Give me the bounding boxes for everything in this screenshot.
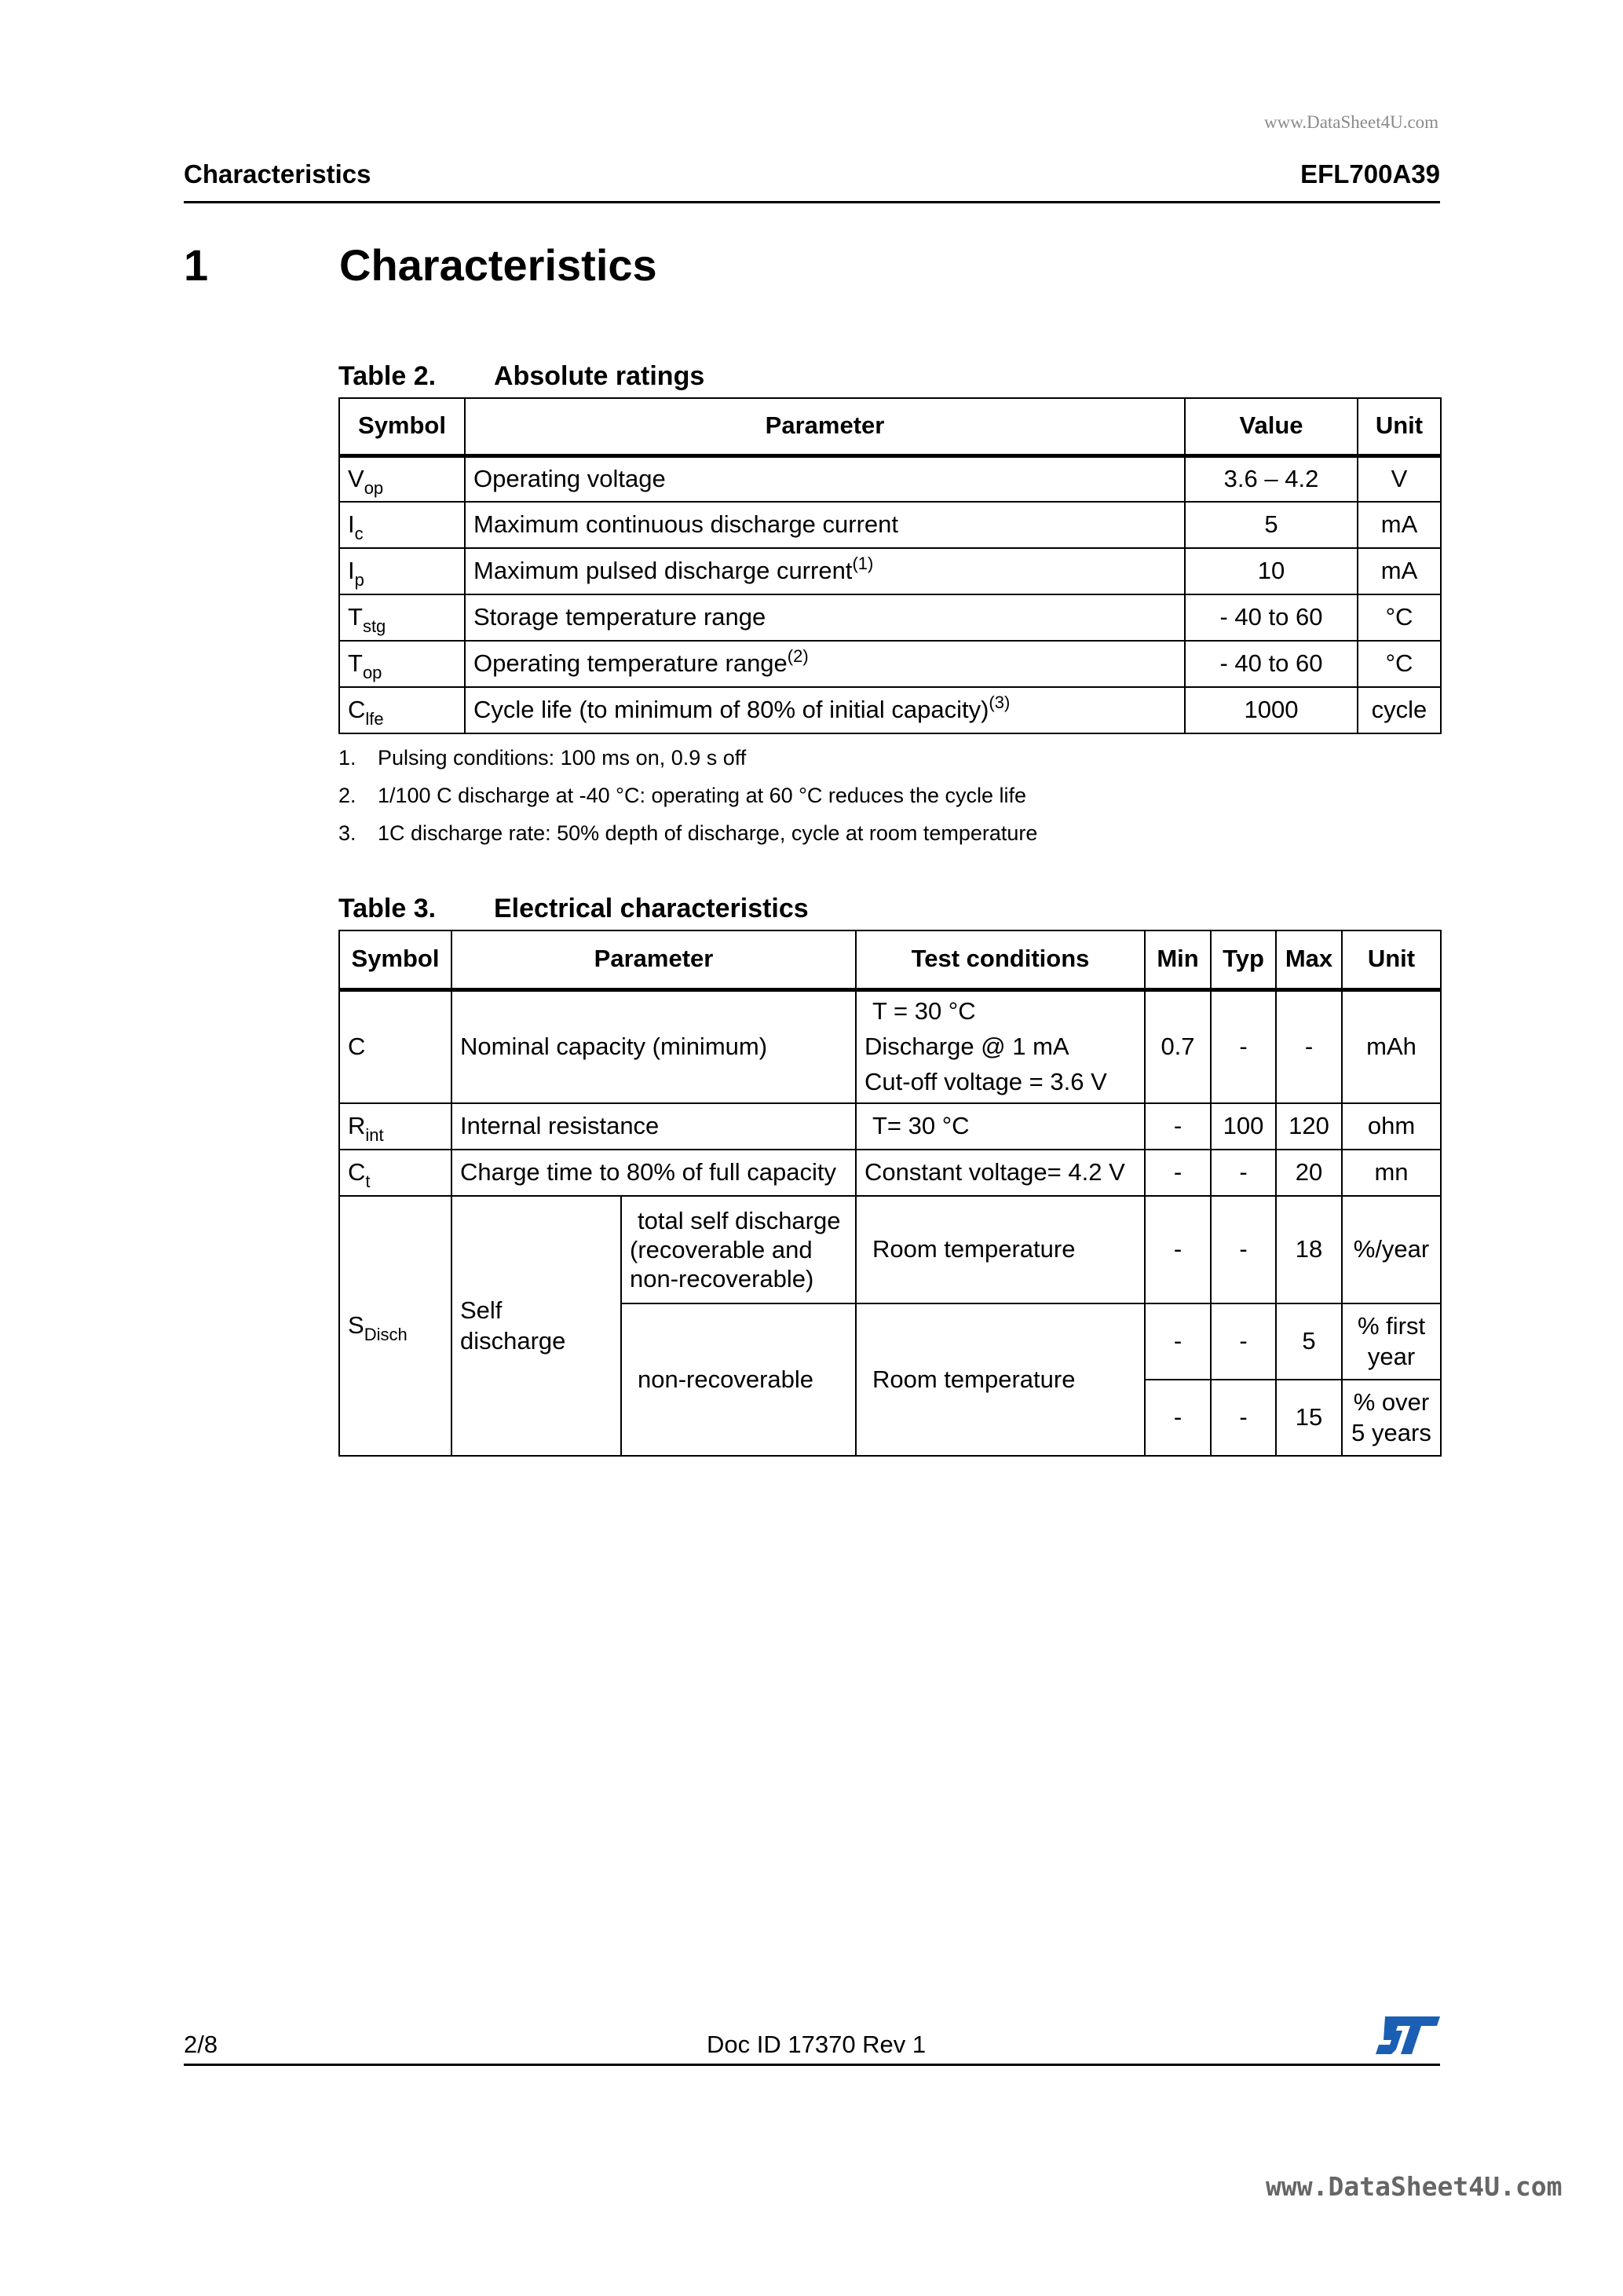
table2-col-symbol: Symbol xyxy=(339,398,465,455)
electrical-characteristics-table xyxy=(338,930,1442,1457)
cell-symbol: $T_{op}$ xyxy=(339,641,465,687)
table3-col-typ: Typ xyxy=(1211,930,1276,989)
cell-parameter: Charge time to 80% of full capacity xyxy=(451,1150,856,1196)
cell-typ: - xyxy=(1211,1303,1276,1380)
cell-max: 120 xyxy=(1276,1103,1342,1150)
header-rule xyxy=(184,201,1440,203)
table2-title: Absolute ratings xyxy=(494,361,705,391)
cell-parameter: Internal resistance xyxy=(451,1103,856,1150)
cell-max: 15 xyxy=(1276,1380,1342,1456)
cell-parameter: Maximum pulsed discharge current$^{(1)}$ xyxy=(465,548,1185,594)
section-title: Characteristics xyxy=(339,240,657,290)
cell-subparameter-total: total self discharge (recoverable and non-recoverable) xyxy=(621,1196,856,1303)
table2-label: Table 2. xyxy=(338,361,437,391)
cell-min: 0.7 xyxy=(1145,989,1211,1103)
cell-max: 5 xyxy=(1276,1303,1342,1380)
cell-max: 18 xyxy=(1276,1196,1342,1303)
table-row xyxy=(339,1103,1441,1150)
cell-symbol: $I_p$ xyxy=(339,548,465,594)
cell-typ: - xyxy=(1211,1380,1276,1456)
cell-min: - xyxy=(1145,1150,1211,1196)
table-row xyxy=(339,1150,1441,1196)
table3-col-min: Min xyxy=(1145,930,1211,989)
table-row xyxy=(339,548,1441,594)
cell-value: 10 xyxy=(1185,548,1358,594)
cell-test-conditions xyxy=(856,989,1145,1103)
watermark-bottom: www.DataSheet4U.com xyxy=(1266,2171,1563,2202)
table-row xyxy=(339,989,1441,1103)
table3-caption xyxy=(338,894,809,924)
cell-unit: % over 5 years xyxy=(1342,1380,1441,1456)
table-row xyxy=(339,1196,1441,1303)
cell-test-conditions: Room temperature xyxy=(856,1303,1145,1456)
condition-cutoff: Cut-off voltage = 3.6 V xyxy=(865,1067,1107,1095)
cell-symbol: $C_t$ xyxy=(339,1150,451,1196)
cell-typ: - xyxy=(1211,1150,1276,1196)
st-logo-icon xyxy=(1374,2015,1442,2056)
cell-test-conditions: Room temperature xyxy=(856,1196,1145,1303)
cell-symbol: $C_{lfe}$ xyxy=(339,687,465,733)
watermark-top: www.DataSheet4U.com xyxy=(1264,112,1439,132)
cell-max: - xyxy=(1276,989,1342,1103)
cell-max: 20 xyxy=(1276,1150,1342,1196)
cell-min: - xyxy=(1145,1380,1211,1456)
cell-unit: cycle xyxy=(1358,687,1441,733)
cell-parameter: Storage temperature range xyxy=(465,594,1185,641)
table3-header-row xyxy=(339,930,1441,989)
table2-col-value: Value xyxy=(1185,398,1358,455)
cell-unit: %/year xyxy=(1342,1196,1441,1303)
cell-unit: °C xyxy=(1358,594,1441,641)
cell-unit: mA xyxy=(1358,548,1441,594)
cell-parameter: Cycle life (to minimum of 80% of initial capacity)$^{(3)}$ xyxy=(465,687,1185,733)
section-number: 1 xyxy=(184,240,209,290)
condition-temperature: T = 30 °C xyxy=(872,996,976,1025)
table3-col-max: Max xyxy=(1276,930,1342,989)
cell-typ: - xyxy=(1211,1196,1276,1303)
table3-col-parameter: Parameter xyxy=(451,930,856,989)
table2-caption xyxy=(338,361,704,392)
cell-parameter: Operating voltage xyxy=(465,455,1185,502)
cell-min: - xyxy=(1145,1303,1211,1380)
cell-min: - xyxy=(1145,1103,1211,1150)
header-section-name: Characteristics xyxy=(184,159,371,188)
cell-unit: V xyxy=(1358,455,1441,502)
cell-parameter: Maximum continuous discharge current xyxy=(465,502,1185,548)
cell-typ: - xyxy=(1211,989,1276,1103)
cell-typ: 100 xyxy=(1211,1103,1276,1150)
cell-value: 5 xyxy=(1185,502,1358,548)
cell-parameter: Nominal capacity (minimum) xyxy=(451,989,856,1103)
cell-symbol: $R_{int}$ xyxy=(339,1103,451,1150)
cell-parameter: Operating temperature range$^{(2)}$ xyxy=(465,641,1185,687)
cell-subparameter-nonrecoverable: non-recoverable xyxy=(621,1303,856,1456)
table2-col-unit: Unit xyxy=(1358,398,1441,455)
page-number: 2/8 xyxy=(184,2031,218,2058)
table3-col-symbol: Symbol xyxy=(339,930,451,989)
cell-unit: mAh xyxy=(1342,989,1441,1103)
table3-label: Table 3. xyxy=(338,894,437,923)
cell-unit: °C xyxy=(1358,641,1441,687)
cell-value: - 40 to 60 xyxy=(1185,641,1358,687)
cell-symbol: $T_{stg}$ xyxy=(339,594,465,641)
cell-unit: ohm xyxy=(1342,1103,1441,1150)
cell-unit: mA xyxy=(1358,502,1441,548)
cell-unit: mn xyxy=(1342,1150,1441,1196)
table3-col-unit: Unit xyxy=(1342,930,1441,989)
cell-value: 3.6 – 4.2 xyxy=(1185,455,1358,502)
cell-test-conditions: Constant voltage= 4.2 V xyxy=(856,1150,1145,1196)
table2-note-2: 2. 1/100 C discharge at -40 °C: operating at 60 °C reduces the cycle life xyxy=(338,784,1027,807)
table3-title: Electrical characteristics xyxy=(494,894,809,923)
cell-symbol: $V_{op}$ xyxy=(339,455,465,502)
cell-symbol: $I_c$ xyxy=(339,502,465,548)
absolute-ratings-table xyxy=(338,397,1442,734)
cell-test-conditions: T= 30 °C xyxy=(856,1103,1145,1150)
table2-note-3: 3. 1C discharge rate: 50% depth of discharge, cycle at room temperature xyxy=(338,821,1038,845)
table-row xyxy=(339,455,1441,502)
table2-col-parameter: Parameter xyxy=(465,398,1185,455)
table3-col-test-conditions: Test conditions xyxy=(856,930,1145,989)
footer-rule xyxy=(184,2064,1440,2066)
condition-discharge: Discharge @ 1 mA xyxy=(865,1032,1069,1060)
cell-symbol: C xyxy=(339,989,451,1103)
cell-value: - 40 to 60 xyxy=(1185,594,1358,641)
table2-header-row xyxy=(339,398,1441,455)
cell-parameter-self-discharge: Self discharge xyxy=(451,1196,621,1456)
header-part-number: EFL700A39 xyxy=(1300,159,1440,188)
cell-symbol: $S_{Disch}$ xyxy=(339,1196,451,1456)
cell-min: - xyxy=(1145,1196,1211,1303)
table2-note-1: 1. Pulsing conditions: 100 ms on, 0.9 s off xyxy=(338,746,747,770)
cell-value: 1000 xyxy=(1185,687,1358,733)
cell-unit: % first year xyxy=(1342,1303,1441,1380)
table-row xyxy=(339,687,1441,733)
doc-id: Doc ID 17370 Rev 1 xyxy=(707,2031,927,2058)
table-row xyxy=(339,594,1441,641)
table-row xyxy=(339,502,1441,548)
table-row xyxy=(339,641,1441,687)
